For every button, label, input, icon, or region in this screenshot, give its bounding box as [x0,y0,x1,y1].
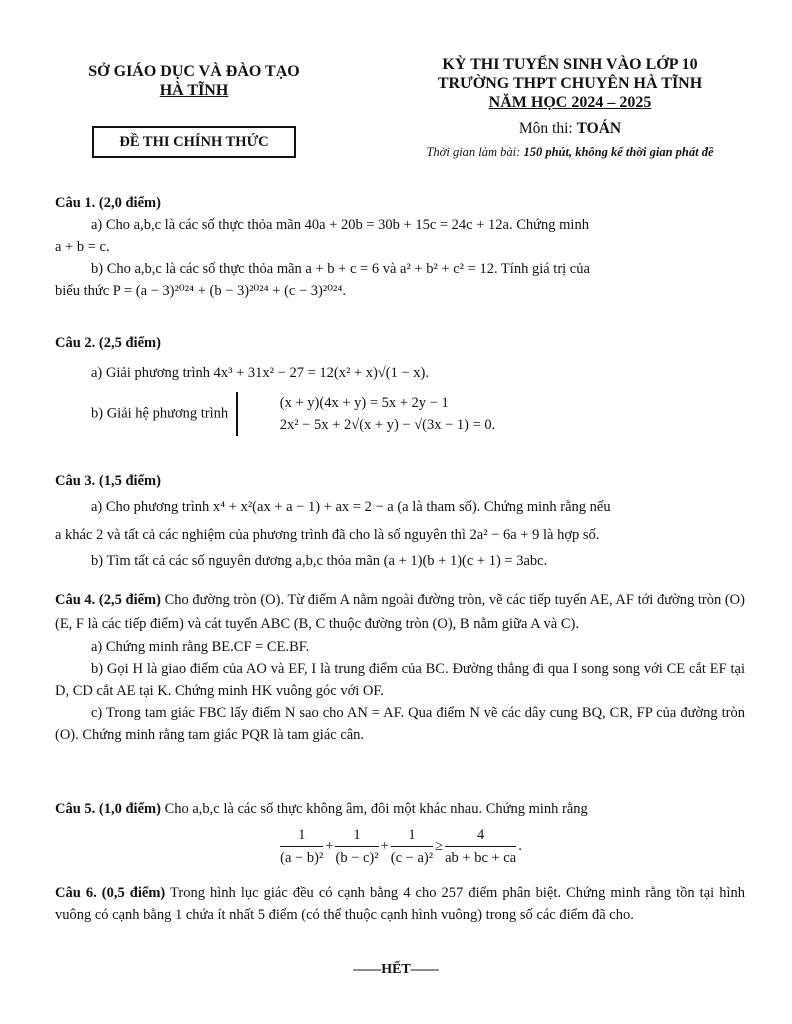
fraction-1-numerator: 1 [280,824,323,847]
time-line [380,145,760,160]
fraction-2-denominator: (b − c)² [335,850,379,866]
question-5 [55,798,745,869]
subject-line [380,120,760,138]
question-1b-line2: biểu thức P = (a − 3)²⁰²⁴ + (b − 3)²⁰²⁴ + (c − 3)²⁰²⁴. [55,283,347,299]
subject-label: Môn thi: [518,120,577,137]
question-2a: a) Giải phương trình 4x³ + 31x² − 27 = 12(x² + x)√(1 − x). [91,365,429,381]
question-5-intro: Cho a,b,c là các số thực không âm, đôi một khác nhau. Chứng minh rằng [160,801,588,817]
question-3 [55,470,745,572]
school-name: TRƯỜNG THPT CHUYÊN HÀ TĨNH [437,75,703,92]
question-4-intro: Cho đường tròn (O). Từ điểm A nằm ngoài đường tròn, vẽ các tiếp tuyến AE, AF tới đường tròn (O) (E, F là các tiếp điểm) và cát tuyến ABC (B, C thuộc đường tròn (O), B nằm giữa A và C). [55,592,745,632]
fraction-1-denominator: (a − b)² [280,850,324,866]
question-1b-line1: b) Cho a,b,c là các số thực thỏa mãn a + b + c = 6 và a² + b² + c² = 12. Tính giá trị của [91,261,590,277]
time-value: 150 phút, không kể thời gian phát đề [523,145,714,159]
question-2b-label: b) Giải hệ phương trình [91,405,229,422]
system-equation-1: (x + y)(4x + y) = 5x + 2y − 1 [279,395,449,411]
subject-value: TOÁN [576,120,622,137]
fraction-3-denominator: (c − a)² [390,850,434,866]
question-2-title: Câu 2. (2,5 điểm) [55,335,161,351]
question-1a-line1: a) Cho a,b,c là các số thực thỏa mãn 40a + 20b = 30b + 15c = 24c + 12a. Chứng minh [91,217,589,233]
fraction-3-numerator: 1 [391,824,433,847]
question-3b: b) Tìm tất cả các số nguyên dương a,b,c thỏa mãn (a + 1)(b + 1)(c + 1) = 3abc. [91,553,548,569]
question-3a-line1: a) Cho phương trình x⁴ + x²(ax + a − 1) + ax = 2 − a (a là tham số). Chứng minh rằng nếu [91,499,611,515]
fraction-1 [280,824,323,869]
province-name: HÀ TĨNH [159,82,229,99]
question-3-title: Câu 3. (1,5 điểm) [55,473,161,489]
question-1-title: Câu 1. (2,0 điểm) [55,195,161,211]
school-year: NĂM HỌC 2024 – 2025 [488,94,652,111]
question-1 [55,192,745,302]
question-2b [55,392,745,436]
system-equation-2: 2x² − 5x + 2√(x + y) − √(3x − 1) = 0. [279,417,496,433]
question-5-intro-para [55,798,745,820]
question-3a-line2: a khác 2 và tất cả các nghiệm của phương trình đã cho là số nguyên thì 2a² − 6a + 9 là hợp số. [55,527,600,543]
fraction-2 [335,824,378,869]
question-1a-line2: a + b = c. [55,239,110,255]
department-name: SỞ GIÁO DỤC VÀ ĐÀO TẠO [88,63,300,80]
question-4-intro-para [55,588,745,636]
equation-system [236,392,496,436]
exam-header [380,55,760,112]
question-6-title: Câu 6. (0,5 điểm) [55,885,166,901]
fraction-4-denominator: ab + bc + ca [445,850,517,866]
fraction-4 [445,824,516,869]
question-5-title: Câu 5. (1,0 điểm) [55,801,161,817]
end-marker: ——HẾT—— [353,962,439,977]
time-label: Thời gian làm bài: [426,145,524,159]
question-6 [55,882,745,926]
department-header [60,62,328,100]
fraction-2-numerator: 1 [335,824,378,847]
question-4-title: Câu 4. (2,5 điểm) [55,592,161,608]
question-4b: b) Gọi H là giao điểm của AO và EF, I là trung điểm của BC. Đường thẳng đi qua I song song với CE cắt EF tại D, CD cắt AE tại K. Chứng minh HK vuông góc với OF. [55,661,745,699]
question-6-text: Trong hình lục giác đều có cạnh bằng 4 cho 257 điểm phân biệt. Chứng minh rằng tồn tại hình vuông có cạnh bằng 1 chứa ít nhất 5 điểm (có thể thuộc cạnh hình vuông) trong số các điểm đã cho. [55,885,745,923]
inequality: $\frac{1}{\text{(a − b)²}}$ + $\frac{1}{\text{(b − c)²}}$ + $\frac{1}{\text{(c − a)²}}$ ≥ $\frac{4}{ab + bc + ca}$ . [55,824,745,869]
fraction-3 [391,824,433,869]
official-exam-box: ĐỀ THI CHÍNH THỨC [92,126,296,158]
exam-title: KỲ THI TUYỂN SINH VÀO LỚP 10 [442,56,698,73]
question-2 [55,332,745,436]
question-4 [55,588,745,746]
question-4a: a) Chứng minh rằng BE.CF = CE.BF. [91,639,310,655]
fraction-4-numerator: 4 [445,824,516,847]
question-4c: c) Trong tam giác FBC lấy điểm N sao cho AN = AF. Qua điểm N vẽ các dây cung BQ, CR, FP của đường tròn (O). Chứng minh rằng tam giác PQR là tam giác cân. [55,705,745,743]
